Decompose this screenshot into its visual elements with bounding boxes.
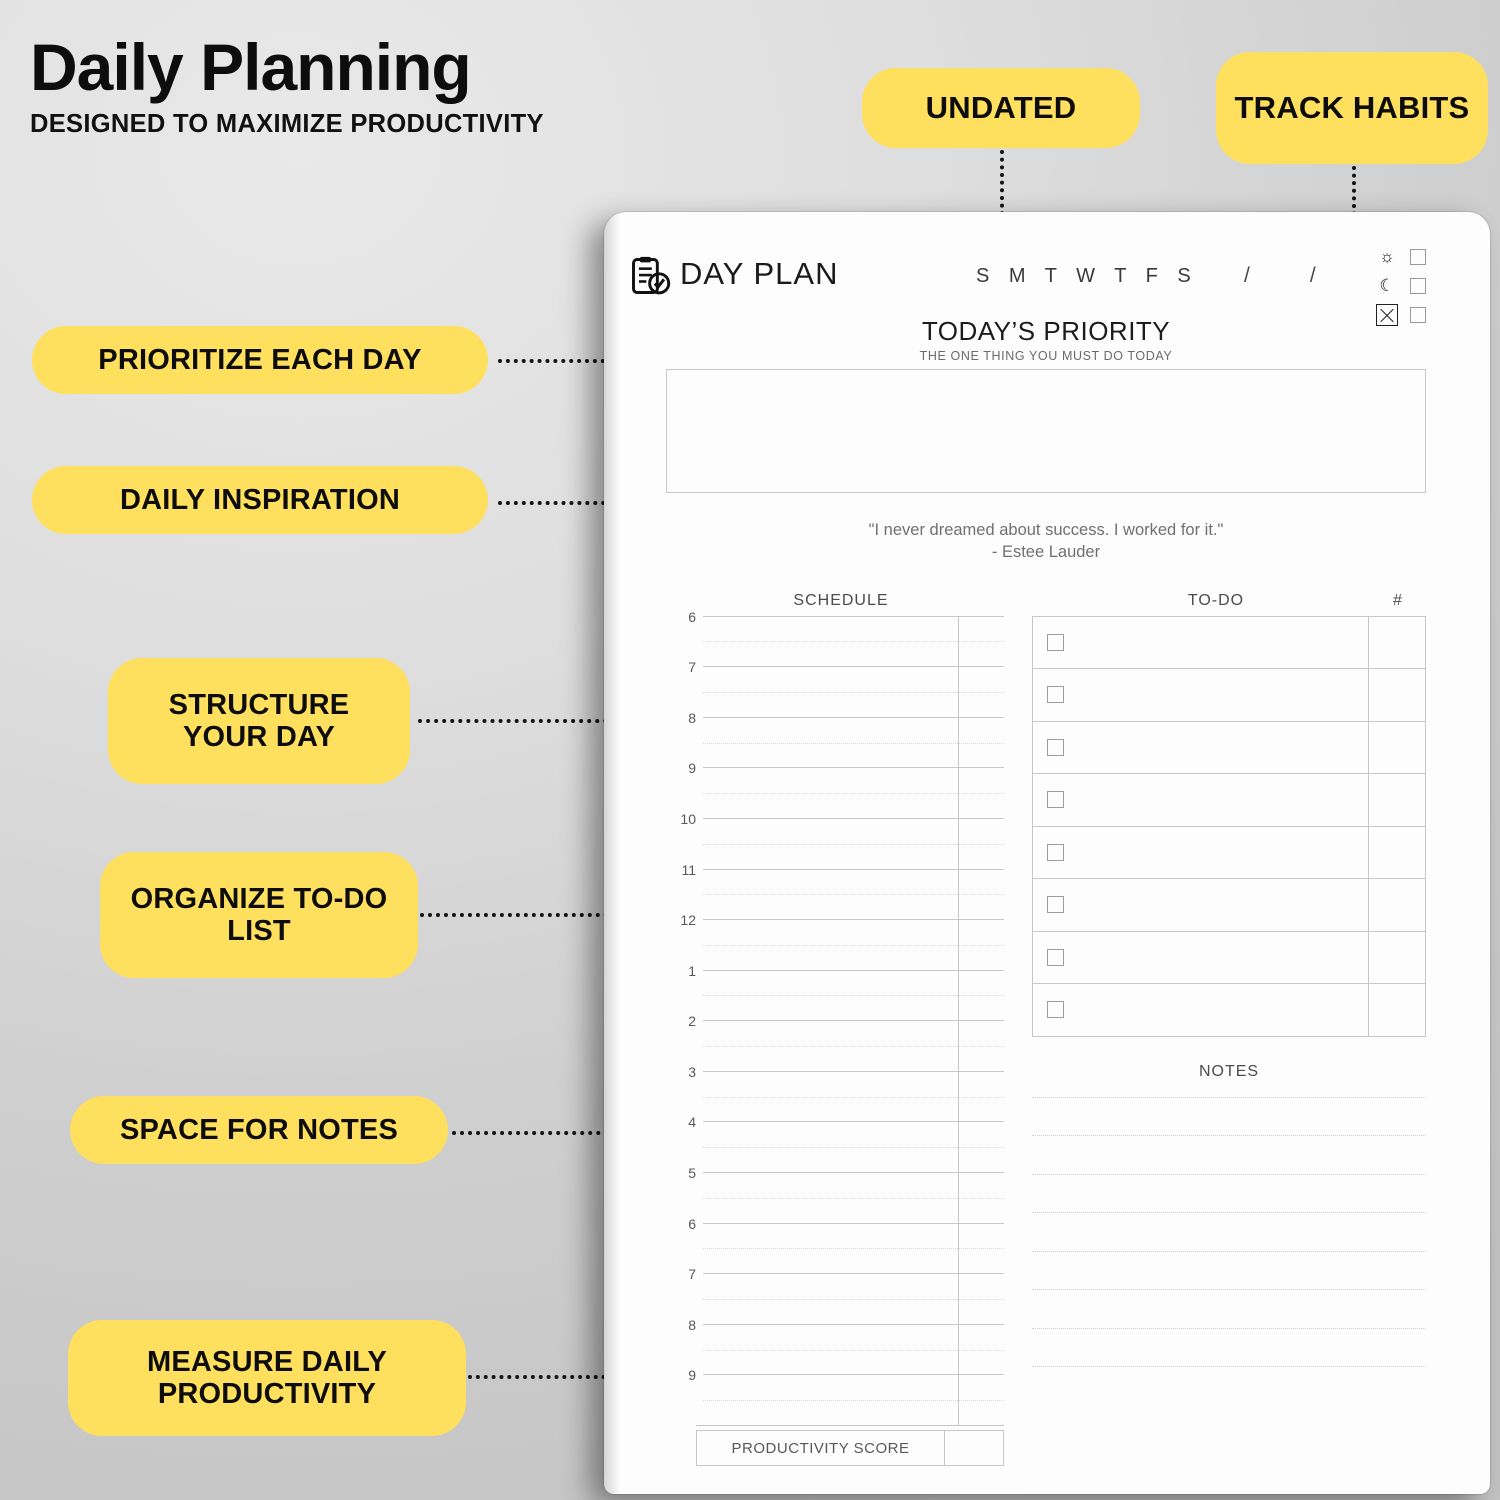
todo-header: TO-DO	[1187, 591, 1245, 609]
schedule-header: SCHEDULE	[793, 591, 889, 609]
schedule-side-column[interactable]	[958, 616, 1003, 1427]
schedule-row[interactable]	[666, 912, 1004, 970]
priority-subtitle: THE ONE THING YOU MUST DO TODAY	[919, 349, 1173, 363]
priority-title: TODAY’S PRIORITY	[921, 316, 1171, 346]
todo-table	[1032, 616, 1426, 1037]
notes-line[interactable]	[1032, 1174, 1426, 1213]
page-title: Daily Planning	[30, 30, 471, 104]
habit-checkbox[interactable]	[1410, 278, 1426, 294]
callout-track-habits	[1216, 52, 1488, 164]
notes-line[interactable]	[1032, 1366, 1426, 1405]
planner-columns	[666, 608, 1426, 1427]
daily-quote	[666, 519, 1426, 564]
callout-undated	[862, 68, 1140, 148]
todo-text-field[interactable]	[1033, 617, 1368, 669]
callout-track-habits-label: TRACK HABITS	[1234, 89, 1470, 125]
todo-row[interactable]	[1033, 669, 1425, 722]
todo-text-field[interactable]	[1033, 827, 1368, 879]
callout-measure-productivity	[68, 1320, 466, 1436]
quote-author: - Estee Lauder	[991, 543, 1101, 562]
schedule-row[interactable]	[666, 1165, 1004, 1223]
todo-checkbox[interactable]	[1047, 791, 1064, 808]
todo-text-field[interactable]	[1033, 932, 1368, 984]
schedule-row[interactable]	[666, 1266, 1004, 1324]
callout-space-notes	[70, 1096, 448, 1164]
callout-prioritize-label: PRIORITIZE EACH DAY	[98, 343, 422, 376]
schedule-row[interactable]	[666, 659, 1004, 717]
habit-row-skip[interactable]	[1330, 302, 1426, 327]
callout-prioritize	[32, 326, 488, 394]
notes-line[interactable]	[1032, 1212, 1426, 1251]
todo-checkbox[interactable]	[1047, 686, 1064, 703]
todo-number-field[interactable]	[1368, 774, 1425, 826]
schedule-hour-label: 8	[688, 709, 696, 726]
notes-line[interactable]	[1032, 1135, 1426, 1174]
schedule-hour-label: 6	[688, 608, 696, 625]
moon-icon: ☾	[1379, 276, 1395, 295]
todo-section	[1032, 616, 1426, 1427]
todo-checkbox[interactable]	[1047, 896, 1064, 913]
day-of-week-selector[interactable]: S M T W T F S	[976, 265, 1198, 287]
schedule-grid	[666, 608, 1004, 1427]
todo-checkbox[interactable]	[1047, 739, 1064, 756]
todo-row[interactable]	[1033, 827, 1425, 880]
todo-row[interactable]	[1033, 617, 1425, 670]
schedule-row[interactable]	[666, 1063, 1004, 1122]
schedule-row[interactable]	[666, 760, 1004, 818]
planner-title: DAY PLAN	[680, 256, 839, 291]
todo-checkbox[interactable]	[1047, 1001, 1064, 1018]
schedule-row[interactable]	[666, 1215, 1004, 1274]
todo-number-field[interactable]	[1368, 879, 1425, 931]
habit-checkbox[interactable]	[1410, 249, 1426, 265]
schedule-row[interactable]	[666, 861, 1004, 920]
todo-checkbox[interactable]	[1047, 634, 1064, 651]
habit-checkbox[interactable]	[1410, 307, 1426, 323]
clipboard-check-icon	[628, 254, 672, 303]
todo-text-field[interactable]	[1033, 984, 1368, 1036]
schedule-hour-label: 9	[688, 1367, 696, 1384]
notes-line[interactable]	[1032, 1289, 1426, 1328]
todo-number-field[interactable]	[1368, 932, 1425, 984]
todo-text-field[interactable]	[1033, 774, 1368, 826]
callout-inspiration-label: DAILY INSPIRATION	[119, 483, 401, 516]
schedule-hour-label: 5	[688, 1165, 696, 1182]
callout-undated-label: UNDATED	[925, 89, 1077, 125]
todo-number-field[interactable]	[1368, 827, 1425, 879]
callout-space-notes-label: SPACE FOR NOTES	[120, 1113, 398, 1146]
todo-row[interactable]	[1033, 774, 1425, 827]
planner-page	[666, 238, 1426, 1468]
schedule-hour-label: 12	[680, 912, 696, 929]
schedule-hour-label: 4	[688, 1114, 696, 1131]
sun-icon: ☼	[1379, 247, 1395, 266]
schedule-row[interactable]	[666, 1316, 1004, 1375]
notes-area[interactable]	[1032, 1097, 1426, 1405]
page-subtitle: DESIGNED TO MAXIMIZE PRODUCTIVITY	[30, 110, 544, 138]
schedule-hour-label: 3	[688, 1063, 696, 1080]
habit-tracker	[1330, 244, 1426, 331]
notes-line[interactable]	[1032, 1328, 1426, 1367]
schedule-hour-label: 7	[688, 659, 696, 676]
todo-number-field[interactable]	[1368, 722, 1425, 774]
todo-text-field[interactable]	[1033, 879, 1368, 931]
callout-organize-todo	[100, 852, 418, 978]
notes-header: NOTES	[1198, 1062, 1260, 1080]
column-headers	[666, 592, 1426, 610]
schedule-hour-label: 1	[688, 962, 696, 979]
todo-text-field[interactable]	[1033, 669, 1368, 721]
schedule-hour-label: 9	[688, 760, 696, 777]
productivity-score-input[interactable]	[944, 1431, 1003, 1465]
planner-notebook	[604, 212, 1490, 1494]
x-box-icon[interactable]	[1376, 304, 1398, 326]
todo-text-field[interactable]	[1033, 722, 1368, 774]
headline-block	[30, 30, 544, 139]
callout-structure	[108, 658, 410, 784]
schedule-row[interactable]	[666, 810, 1004, 869]
schedule-hour-label: 10	[680, 810, 696, 827]
schedule-row[interactable]	[666, 1367, 1004, 1425]
planner-header	[666, 238, 1426, 314]
todo-checkbox[interactable]	[1047, 844, 1064, 861]
todo-row[interactable]	[1033, 984, 1425, 1037]
callout-structure-label: STRUCTURE YOUR DAY	[168, 688, 350, 753]
schedule-hour-label: 7	[688, 1266, 696, 1283]
productivity-score-label: PRODUCTIVITY SCORE	[731, 1439, 910, 1457]
schedule-row[interactable]	[666, 1114, 1004, 1172]
schedule-hour-label: 8	[688, 1316, 696, 1333]
todo-row[interactable]	[1033, 932, 1425, 985]
todo-row[interactable]	[1033, 722, 1425, 775]
notes-line[interactable]	[1032, 1251, 1426, 1290]
date-field[interactable]: / /	[1244, 264, 1318, 287]
todo-number-field[interactable]	[1368, 984, 1425, 1036]
todo-hash-header: #	[1393, 591, 1403, 609]
todo-number-field[interactable]	[1368, 617, 1425, 669]
habit-row-night[interactable]	[1330, 273, 1426, 298]
schedule-row[interactable]	[666, 709, 1004, 768]
schedule-row[interactable]	[666, 962, 1004, 1021]
callout-inspiration	[32, 466, 488, 534]
callout-measure-productivity-label: MEASURE DAILY PRODUCTIVITY	[146, 1345, 387, 1410]
todo-row[interactable]	[1033, 879, 1425, 932]
priority-input[interactable]	[666, 369, 1426, 493]
schedule-hour-label: 11	[681, 861, 696, 878]
habit-row-morning[interactable]	[1330, 244, 1426, 269]
schedule-hour-label: 6	[688, 1215, 696, 1232]
callout-organize-todo-label: ORGANIZE TO-DO LIST	[130, 882, 388, 947]
todo-number-field[interactable]	[1368, 669, 1425, 721]
notes-line[interactable]	[1032, 1097, 1426, 1136]
schedule-row[interactable]	[666, 1013, 1004, 1071]
schedule-row[interactable]	[666, 608, 1004, 667]
quote-text: "I never dreamed about success. I worked for it."	[868, 521, 1224, 539]
productivity-score[interactable]	[696, 1430, 1004, 1466]
todo-checkbox[interactable]	[1047, 949, 1064, 966]
schedule-hour-label: 2	[688, 1013, 696, 1030]
